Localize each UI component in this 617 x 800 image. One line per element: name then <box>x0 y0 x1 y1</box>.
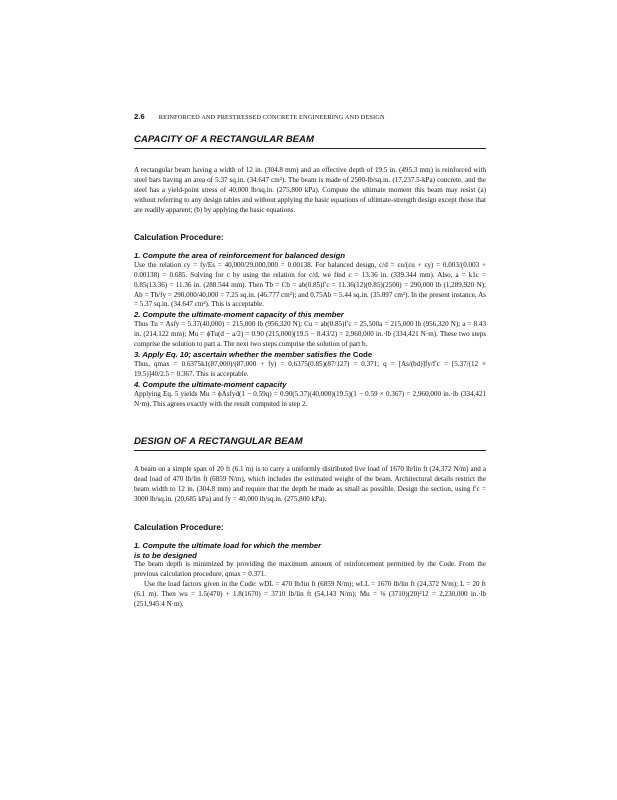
step-1-text: Use the relation εy = fy/Es = 40,000/29,000,000 = 0.00138. For balanced design, c/d = εu/(εu + εy) = 0.003/(0.003 + 0.00138) = 0.685. Solving for c by using the relation for c/d, we find c = 13.36 in. (339.344 mm). Also, a = k1c = 0.85(13.36) = 11.36 in. (288.544 mm). Then Tb = Cb = ab(0.85)f′c = 11.36(12)(0.85)(2500) = 290,000 lb (1,289,920 N); Ab = Tb/fy = 290,000/40,000 = 7.25 sq.in. (46.777 cm²); and 0.75Ab = 5.44 sq.in. (35.097 cm²). In the present instance, As = 5.37 sq.in. (34.647 cm²). This is acceptable. <box>134 260 486 309</box>
running-header <box>134 112 486 121</box>
step-3-text: Thus, qmax = 0.6375k1(87,000)/(87,000 + fy) = 0.6375(0.85)(87/127) = 0.371; q = [As/(bd)]fy/f′c = [5.37/(12 × 19.5)]40/2.5 = 0.367. This is acceptable. <box>134 360 486 379</box>
design-step-1-text-2: Use the load factors given in the Code: wDL = 470 lb/lin ft (6859 N/m); wLL = 1670 lb/lin ft (24,372 N/m); L = 20 ft (6.1 m). Then wu = 1.5(470) + 1.8(1670) = 3710 lb/lin ft (54,143 N/m); Mu = ⅛ (3710)(20)²12 = 2,230,000 in.·lb (251,945.4 N·m). <box>134 580 486 609</box>
calculation-procedure-heading-2: Calculation Procedure: <box>134 522 224 532</box>
step-3-heading: 3. Apply Eq. 10; ascertain whether the member satisfies the Code <box>134 350 373 360</box>
step-2-text: Thus Tu = Asfy = 5.37(40,000) = 215,000 lb (956,320 N); Cu = ab(0.85)f′c = 25,500a = 215,000 lb (956,320 N); a = 8.43 in. (214.122 mm); Mu = ϕTu(d − a/2) = 0.90 (215,000)(19.5 − 8.43/2) = 2,960,000 in.·lb (334,421 N·m). These two steps comprise the solution to part a. The next two steps comprise the solution of part b. <box>134 320 486 349</box>
page-number: 2.6 <box>134 112 145 121</box>
step-1-heading: 1. Compute the area of reinforcement for balanced design <box>134 250 346 260</box>
section-title-capacity: CAPACITY OF A RECTANGULAR BEAM <box>134 134 486 149</box>
section-title-design: DESIGN OF A RECTANGULAR BEAM <box>134 436 486 451</box>
document-page <box>134 112 486 610</box>
step-4-text: Applying Eq. 5 yields Mu = ϕAsfyd(1 − 0.59q) = 0.90(5.37)(40,000)(19.5)(1 − 0.59 × 0.367) = 2,960,000 in.·lb (334,421 N·m). This agrees exactly with the result computed in step 2. <box>134 389 486 408</box>
design-step-1-heading: 1. Compute the ultimate load for which the member is to be designed <box>134 540 322 560</box>
step-2-heading: 2. Compute the ultimate-moment capacity of this member <box>134 310 344 320</box>
design-step-1-text: The beam depth is minimized by providing the maximum amount of reinforcement permitted by the Code. From the previous calculation procedure, qmax = 0.371. <box>134 560 486 579</box>
calculation-procedure-heading: Calculation Procedure: <box>134 232 224 242</box>
running-title: REINFORCED AND PRESTRESSED CONCRETE ENGINEERING AND DESIGN <box>158 114 385 121</box>
problem-statement-capacity: A rectangular beam having a width of 12 in. (304.8 mm) and an effective depth of 19.5 in. (495.3 mm) is reinforced with steel bars having an area of 5.37 sq.in. (34.647 cm²). The beam is made of 2500-lb/sq.in. (17,237.5-kPa) concrete, and the steel has a yield-point stress of 40,000 lb/sq.in. (275,800 kPa). Compute the ultimate moment this beam may resist (a) without referring to any design tables and without applying the basic equations of ultimate-strength design except those that are readily apparent; (b) by applying the basic equations. <box>134 166 486 214</box>
step-4-heading: 4. Compute the ultimate-moment capacity <box>134 380 287 390</box>
problem-statement-design: A beam on a simple span of 20 ft (6.1 m) is to carry a uniformly distributed live load of 1670 lb/lin ft (24,372 N/m) and a dead load of 470 lb/lin ft (6859 N/m), which includes the estimated weight of the beam. Architectural details restrict the beam width to 12 in. (304.8 mm) and require that the depth be made as small as possible. Design the section, using f′c = 3000 lb/sq.in. (20,685 kPa) and fy = 40,000 lb/sq.in. (275,800 kPa). <box>134 464 486 503</box>
